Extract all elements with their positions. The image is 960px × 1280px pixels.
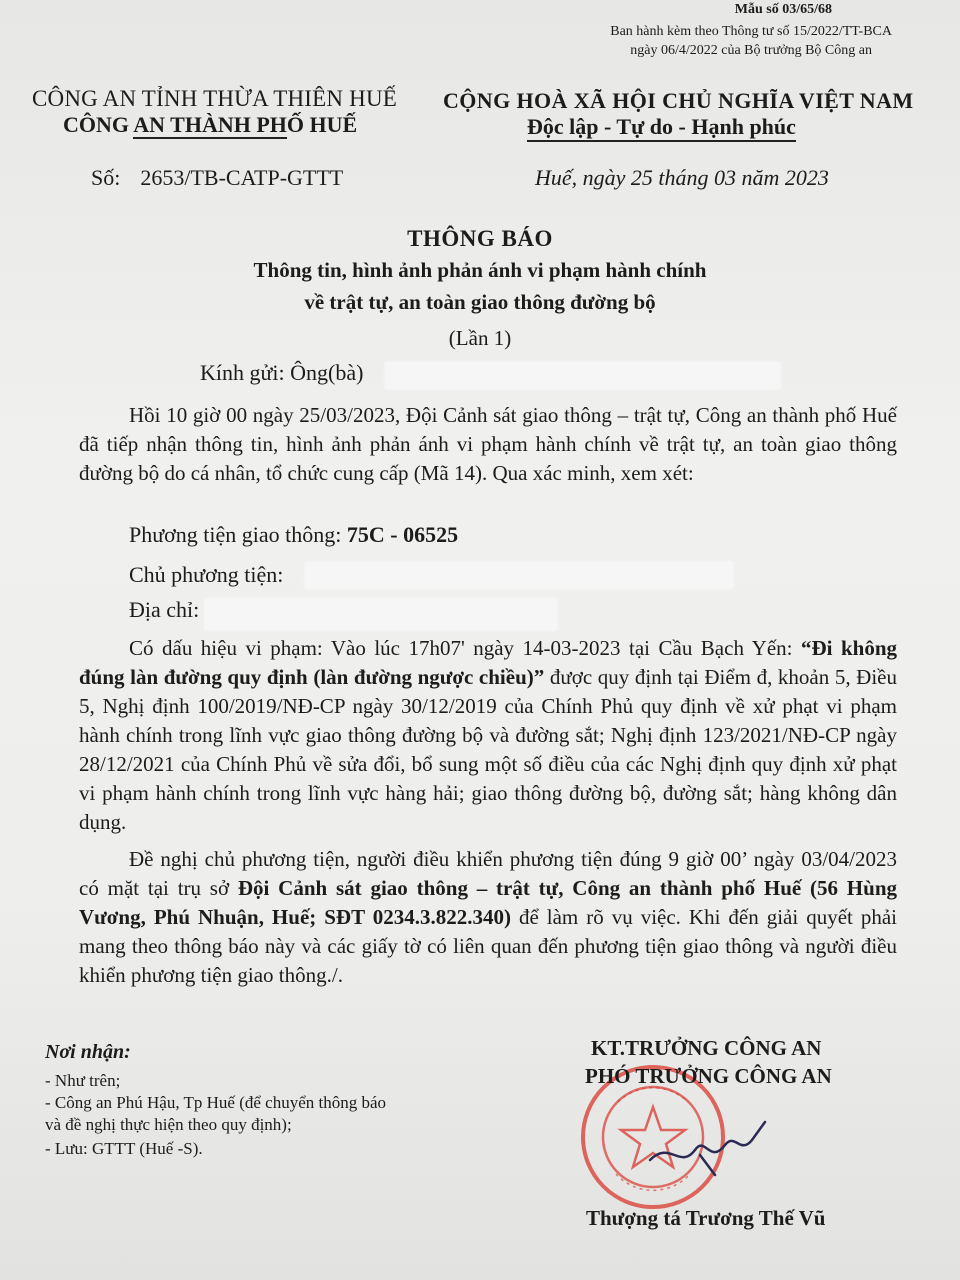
handwritten-signature-icon (640, 1080, 790, 1190)
page-title: THÔNG BÁO (407, 226, 553, 251)
document-date: Huế, ngày 25 tháng 03 năm 2023 (535, 165, 829, 190)
recipients-line1: - Như trên; (45, 1071, 121, 1090)
republic-name: CỘNG HOÀ XÃ HỘI CHỦ NGHĨA VIỆT NAM (443, 88, 914, 113)
redacted-address (205, 598, 557, 630)
request-intro: Đề nghị chủ phương tiện, người điều khiển phương tiện đúng 9 giờ 00’ ngày 03/04/2023 có mặt tại trụ sở (79, 847, 897, 900)
owner-field (129, 562, 283, 588)
violation-description: “Đi không đúng làn đường quy định (làn đường ngược chiều)” (79, 636, 897, 689)
violation-legal-basis: được quy định tại Điểm đ, khoản 5, Điều 5, Nghị định 100/2019/NĐ-CP ngày 30/12/2019 của Chính Phủ quy định về xử phạt vi phạm hành chính trong lĩnh vực giao thông đường bộ và đường sắt; Nghị định 123/2021/NĐ-CP ngày 28/12/2021 của Chính Phủ về sửa đổi, bổ sung một số điều của các Nghị định quy định xử phạt vi phạm hành chính trong lĩnh vực hàng hải; giao thông đường bộ, đường sắt; hàng không dân dụng. (79, 665, 897, 834)
issued-note (610, 22, 892, 60)
subtitle-line1: Thông tin, hình ảnh phản ánh vi phạm hành chính (253, 258, 707, 282)
document-number (91, 165, 343, 191)
request-detail: để làm rõ vụ việc. Khi đến giải quyết phải mang theo thông báo này và các giấy tờ có liên quan đến phương tiện giao thông và người điều khiển phương tiện giao thông./. (79, 905, 897, 987)
request-office: Đội Cảnh sát giao thông – trật tự, Công an thành phố Huế (56 Hùng Vương, Phú Nhuận, Huế; SĐT 0234.3.822.340) (79, 876, 897, 929)
recipients-line4: - Lưu: GTTT (Huế -S). (45, 1139, 203, 1158)
vehicle-label: Phương tiện giao thông: (129, 522, 347, 547)
issued-note-line1: Ban hành kèm theo Thông tư số 15/2022/TT-BCA (610, 24, 892, 39)
org-parent: CÔNG AN TỈNH THỪA THIÊN HUẾ (32, 86, 398, 111)
republic-motto: Độc lập - Tự do - Hạnh phúc (527, 114, 796, 142)
address-field (129, 597, 199, 623)
paragraph-violation (79, 634, 897, 837)
vehicle-field (129, 522, 458, 548)
signature-position: PHÓ TRƯỞNG CÔNG AN (585, 1064, 832, 1088)
org-name (63, 112, 357, 138)
signature-authority: KT.TRƯỞNG CÔNG AN (591, 1036, 822, 1060)
address-label: Địa chỉ: (129, 597, 200, 622)
recipients-line2: - Công an Phú Hậu, Tp Huế (để chuyển thông báo (45, 1093, 387, 1112)
redacted-owner (305, 562, 733, 588)
issued-note-line2: ngày 06/4/2022 của Bộ trưởng Bộ Công an (630, 43, 872, 58)
subtitle-line2: về trật tự, an toàn giao thông đường bộ (304, 290, 656, 314)
greeting: Kính gửi: Ông(bà) (200, 360, 364, 385)
vehicle-plate: 75C - 06525 (346, 522, 459, 547)
recipients-line3: và đề nghị thực hiện theo quy định); (45, 1115, 292, 1134)
subtitle-issue: (Lần 1) (448, 326, 512, 350)
redacted-recipient (385, 362, 780, 389)
form-number: Mẫu số 03/65/68 (734, 2, 832, 17)
recipients-title: Nơi nhận: (45, 1041, 131, 1063)
document-number-value: 2653/TB-CATP-GTTT (140, 165, 344, 190)
org-name-part2: AN THÀNH PH (133, 112, 287, 137)
org-name-part1: CÔNG (63, 112, 134, 137)
signer-name: Thượng tá Trương Thế Vũ (586, 1206, 826, 1230)
org-name-part3: Ố HUẾ (286, 112, 358, 137)
violation-intro: Có dấu hiệu vi phạm: Vào lúc 17h07' ngày 14-03-2023 tại Cầu Bạch Yến: (129, 636, 801, 660)
paragraph-request (79, 845, 897, 990)
paragraph-intro: Hồi 10 giờ 00 ngày 25/03/2023, Đội Cảnh sát giao thông – trật tự, Công an thành phố Huế đã tiếp nhận thông tin, hình ảnh phản ánh vi phạm hành chính về trật tự, an toàn giao thông đường bộ do cá nhân, tổ chức cung cấp (Mã 14). Qua xác minh, xem xét: (79, 403, 897, 485)
document-number-label: Số: (91, 165, 121, 190)
owner-label: Chủ phương tiện: (129, 562, 284, 587)
